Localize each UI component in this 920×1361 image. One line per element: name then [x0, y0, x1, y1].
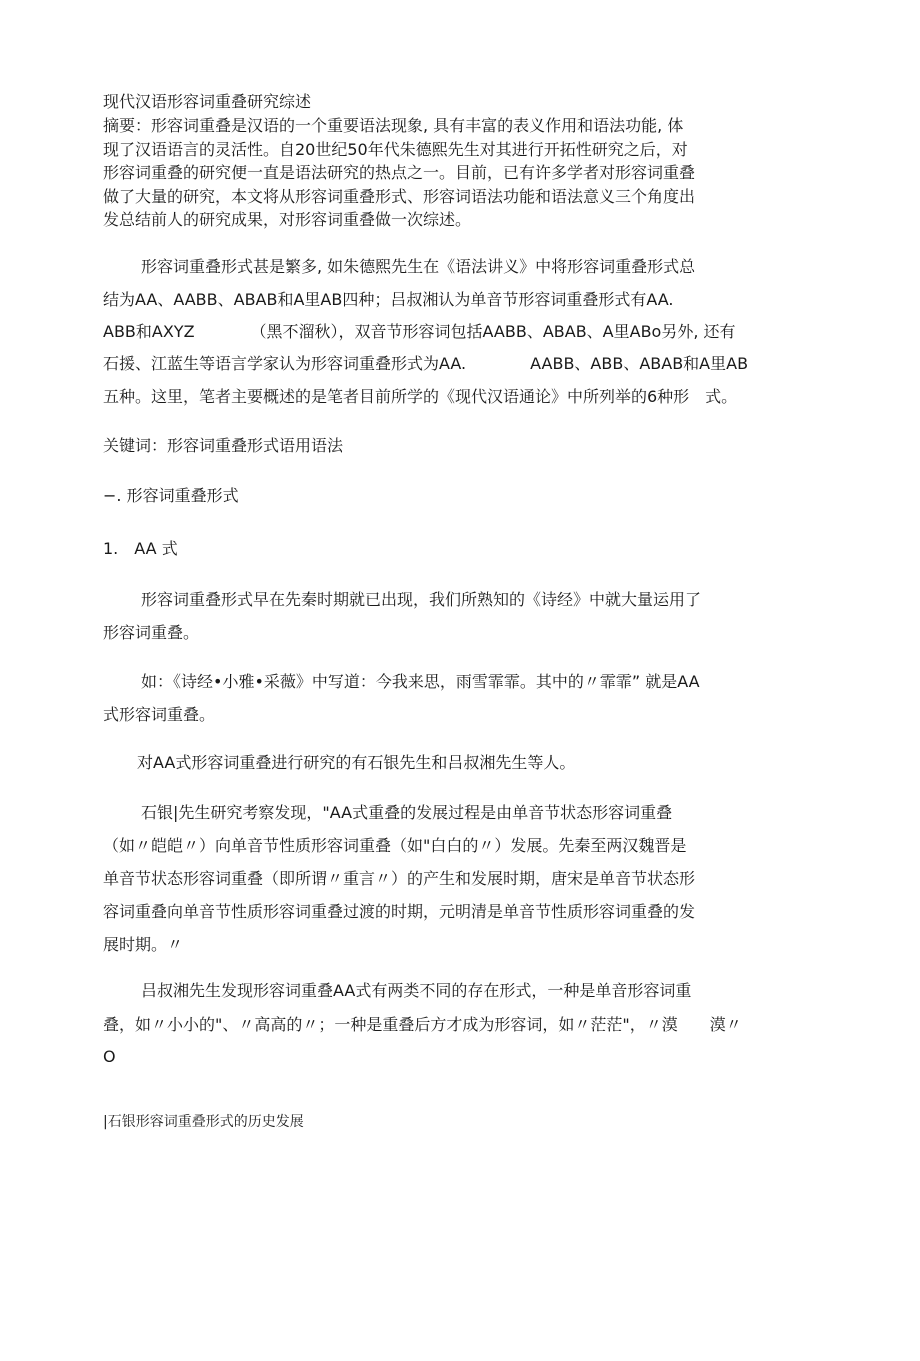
paragraph-line: 形容词重叠。 — [103, 623, 200, 642]
paragraph-line: 容词重叠向单音节性质形容词重叠过渡的时期，元明清是单音节性质形容词重叠的发 — [103, 902, 696, 921]
intro-line: ABB和AXYZ （黑不溜秋），双音节形容词包括AABB、ABAB、A里ABo另外, 还有 — [103, 322, 736, 341]
intro-line: 石援、江蓝生等语言学家认为形容词重叠形式为AA. AABB、ABB、ABAB和A里AB — [103, 354, 749, 373]
paragraph-line: 展时期。〃 — [103, 935, 184, 954]
footnote: |石银形容词重叠形式的历史发展 — [103, 1114, 304, 1130]
intro-line: 五种。这里，笔者主要概述的是笔者目前所学的《现代汉语通论》中所列举的6种形 式。 — [103, 387, 738, 406]
abstract-line: 形容词重叠的研究便一直是语法研究的热点之一。目前，已有许多学者对形容词重叠 — [103, 163, 696, 182]
paragraph-line: 式形容词重叠。 — [103, 705, 216, 724]
paragraph-line: 吕叔湘先生发现形容词重叠AA式有两类不同的存在形式，一种是单音形容词重 — [141, 981, 692, 1000]
subsection-heading: 1. AA 式 — [103, 539, 178, 558]
abstract-line: 做了大量的研究，本文将从形容词重叠形式、形容词语法功能和语法意义三个角度出 — [103, 187, 696, 206]
abstract-line: 摘要：形容词重叠是汉语的一个重要语法现象, 具有丰富的表义作用和语法功能, 体 — [103, 116, 684, 135]
paragraph-line: 对AA式形容词重叠进行研究的有石银先生和吕叔湘先生等人。 — [137, 753, 576, 772]
intro-line: 结为AA、AABB、ABAB和A里AB四种；吕叔湘认为单音节形容词重叠形式有AA. — [103, 290, 674, 309]
paragraph-line: 叠，如〃小小的"、〃高高的〃；一种是重叠后方才成为形容词，如〃茫茫"，〃漠 漠〃 — [103, 1015, 742, 1034]
intro-line: 形容词重叠形式甚是繁多, 如朱德熙先生在《语法讲义》中将形容词重叠形式总 — [141, 257, 696, 276]
paragraph-line: 石银|先生研究考察发现，"AA式重叠的发展过程是由单音节状态形容词重叠 — [141, 803, 673, 822]
paragraph-line: 如：《诗经•小雅•采薇》中写道：今我来思，雨雪霏霏。其中的〃霏霏” 就是AA — [141, 672, 700, 691]
paragraph-line: 形容词重叠形式早在先秦时期就已出现，我们所熟知的《诗经》中就大量运用了 — [141, 590, 702, 609]
keywords: 关键词：形容词重叠形式语用语法 — [103, 436, 344, 455]
abstract-line: 现了汉语语言的灵活性。自20世纪50年代朱德熙先生对其进行开拓性研究之后，对 — [103, 140, 688, 159]
section-heading: −. 形容词重叠形式 — [103, 486, 239, 505]
paragraph-line: （如〃皑皑〃）向单音节性质形容词重叠（如"白白的〃）发展。先秦至两汉魏晋是 — [103, 836, 687, 855]
abstract-line: 发总结前人的研究成果，对形容词重叠做一次综述。 — [103, 210, 472, 229]
document-title: 现代汉语形容词重叠研究综述 — [103, 92, 312, 111]
paragraph-line: O — [103, 1047, 116, 1066]
paragraph-line: 单音节状态形容词重叠（即所谓〃重言〃）的产生和发展时期，唐宋是单音节状态形 — [103, 869, 696, 888]
